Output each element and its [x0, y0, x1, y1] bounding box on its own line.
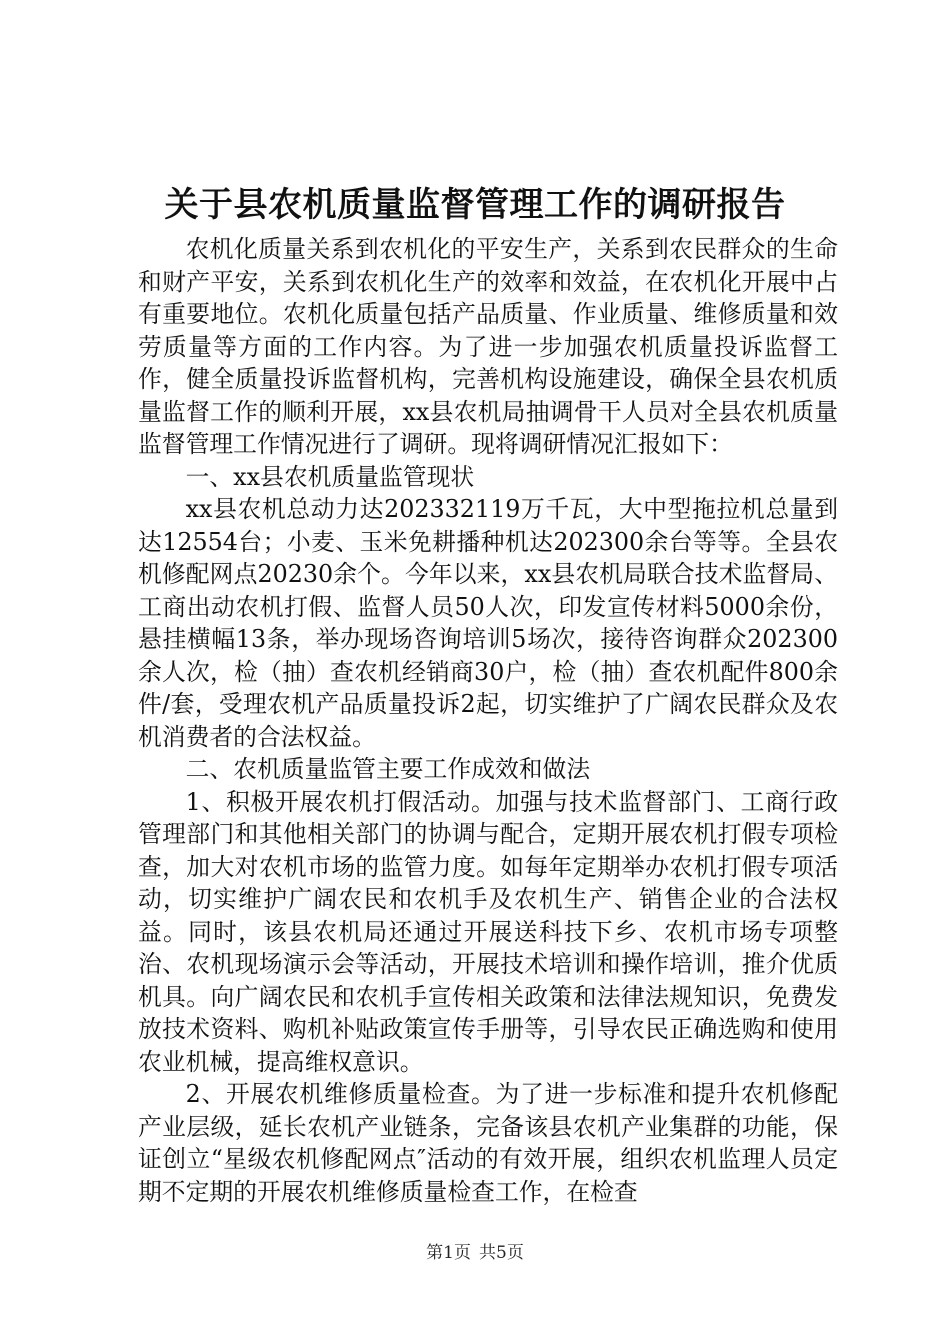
paragraph-intro: 农机化质量关系到农机化的平安生产，关系到农民群众的生命和财产平安，关系到农机化生产的效率和效益，在农机化开展中占有重要地位。农机化质量包括产品质量、作业质量、维修质量和效劳质量等方面的工作内容。为了进一步加强农机质量投诉监督工作，健全质量投诉监督机构，完善机构设施建设，确保全县农机质量监督工作的顺利开展，xx县农机局抽调骨干人员对全县农机质量监督管理工作情况进行了调研。现将调研情况汇报如下：: [138, 235, 838, 458]
document-body: [138, 233, 838, 1208]
document-title: 关于县农机质量监督管理工作的调研报告: [164, 185, 786, 225]
page-number: 第1页: [426, 1243, 471, 1263]
section-heading-1: 一、xx县农机质量监管现状: [185, 462, 475, 491]
paragraph-status: xx县农机总动力达202332119万千瓦，大中型拖拉机总量到达12554台；小麦、玉米免耕播种机达202300余台等等。全县农机修配网点20230余个。今年以来，xx县农机局联合技术监督局、工商出动农机打假、监督人员50人次，印发宣传材料5000余份，悬挂横幅13条，举办现场咨询培训5场次，接待咨询群众202300余人次，检（抽）查农机经销商30户，检（抽）查农机配件800余件/套，受理农机产品质量投诉2起，切实维护了广阔农民群众及农机消费者的合法权益。: [138, 495, 838, 751]
paragraph-item-2: 2、开展农机维修质量检查。为了进一步标准和提升农机修配产业层级，延长农机产业链条，完备该县农机产业集群的功能，保证创立“星级农机修配网点″活动的有效开展，组织农机监理人员定期不定期的开展农机维修质量检查工作，在检查: [138, 1080, 838, 1206]
section-heading-2: 二、农机质量监管主要工作成效和做法: [185, 755, 591, 783]
page-footer: [0, 1242, 950, 1264]
paragraph-item-1: 1、积极开展农机打假活动。加强与技术监督部门、工商行政管理部门和其他相关部门的协调与配合，定期开展农机打假专项检查，加大对农机市场的监管力度。如每年定期举办农机打假专项活动，切实维护广阔农民和农机手及农机生产、销售企业的合法权益。同时，该县农机局还通过开展送科技下乡、农机市场专项整治、农机现场演示会等活动，开展技术培训和操作培训，推介优质机具。向广阔农民和农机手宣传相关政策和法律法规知识，免费发放技术资料、购机补贴政策宣传手册等，引导农民正确选购和使用农业机械，提高维权意识。: [138, 787, 838, 1076]
page-total: 共5页: [479, 1243, 524, 1263]
